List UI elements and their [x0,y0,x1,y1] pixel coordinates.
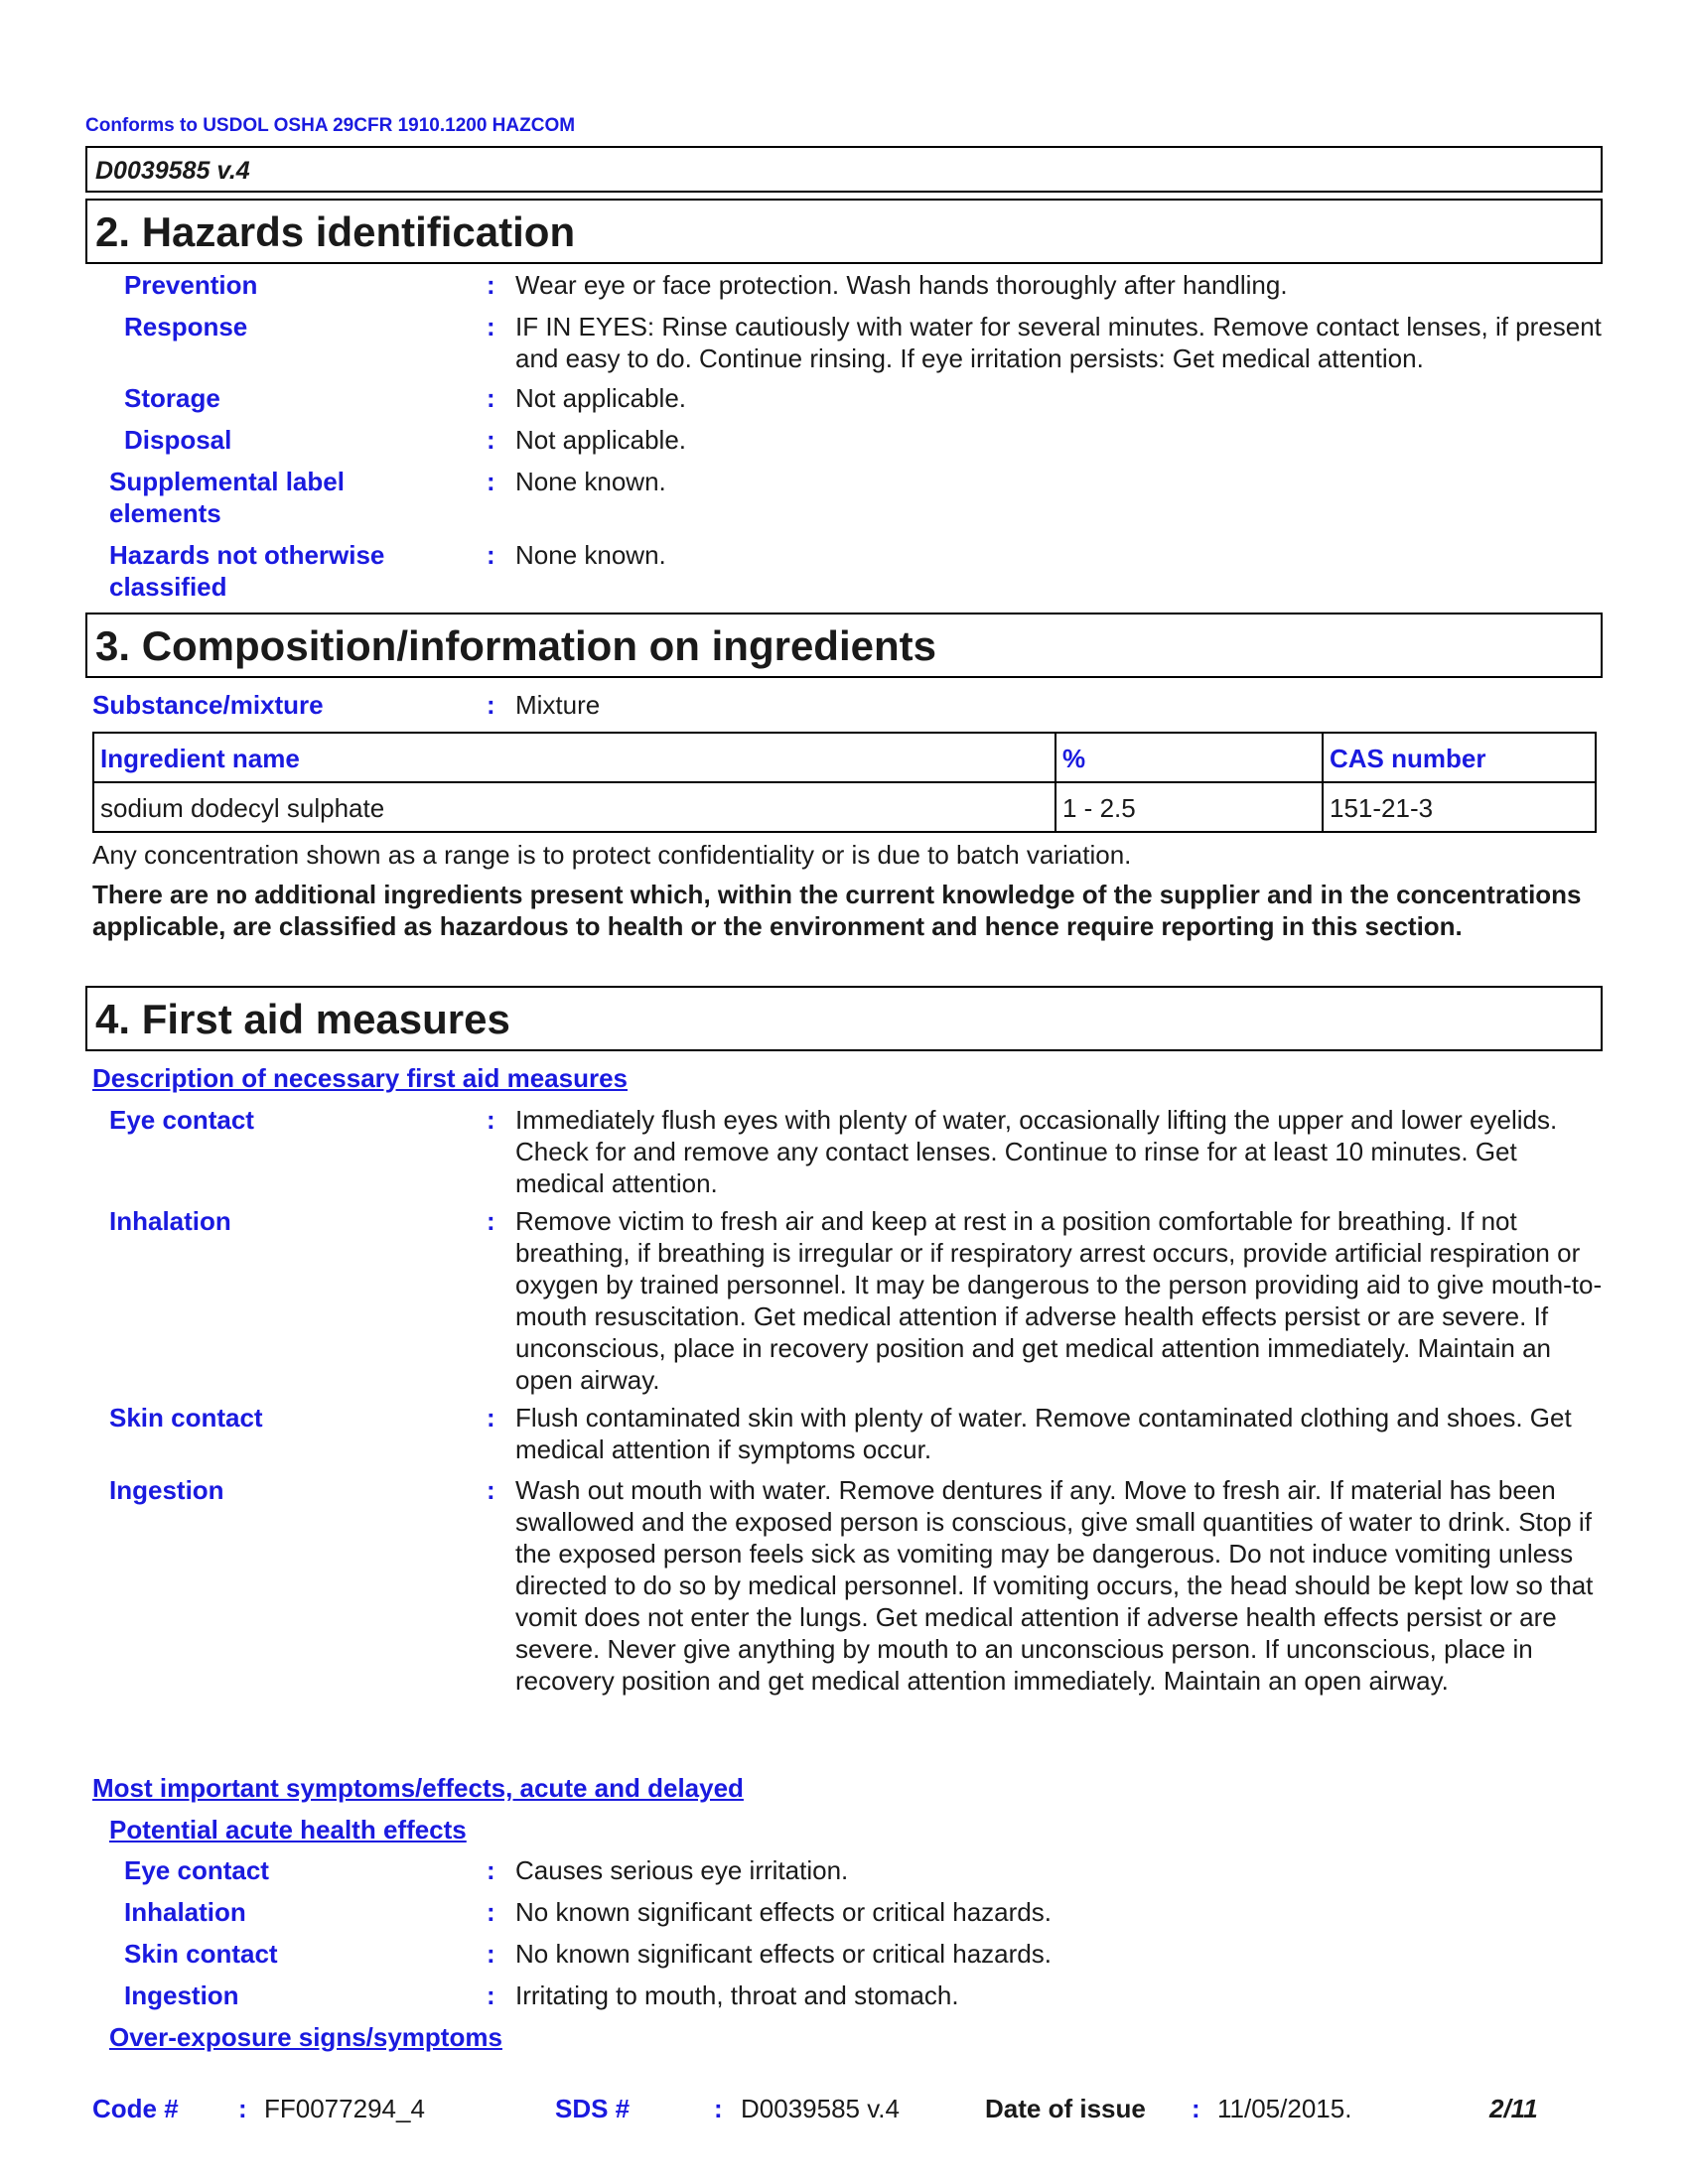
table-header-row [93,733,1596,782]
inhalation-value: Remove victim to fresh air and keep at rest in a position comfortable for breathing. If not breathing, if breathing is irregular or if respiratory arrest occurs, provide artificial respiration or oxygen by trained personnel. It may be dangerous to the person providing aid to give mouth-to-mouth resuscitation. Get medical attention if adverse health effects persist or are severe. If unconscious, place in recovery position and get medical attention immediately. Maintain an open airway. [515,1206,1603,1395]
acute-inhalation-value: No known significant effects or critical hazards. [515,1897,1052,1927]
response-value: IF IN EYES: Rinse cautiously with water for several minutes. Remove contact lenses, if present and easy to do. Continue rinsing. If eye irritation persists: Get medical attention. [515,312,1602,373]
footer-code-label: Code # [92,2094,179,2123]
table-row [93,782,1596,832]
section-2-title: 2. Hazards identification [95,208,576,255]
document-id-box [85,146,1603,193]
storage-label: Storage [124,383,220,413]
colon: : [487,1855,495,1885]
col-percent: % [1055,733,1323,782]
prevention-label: Prevention [124,270,258,300]
colon: : [487,690,495,720]
acute-eye-contact-value: Causes serious eye irritation. [515,1855,849,1885]
colon: : [487,1939,495,1969]
acute-ingestion-value: Irritating to mouth, throat and stomach. [515,1980,959,2010]
eye-contact-value: Immediately flush eyes with plenty of water, occasionally lifting the upper and lower eyelids. Check for and remove any contact lenses. Continue to rinse for at least 10 minutes. Get medical attention. [515,1105,1558,1198]
colon: : [487,383,495,413]
cas-number-cell: 151-21-3 [1323,782,1596,832]
col-ingredient-name: Ingredient name [93,733,1055,782]
acute-ingestion-label: Ingestion [124,1980,239,2010]
colon: : [487,270,495,300]
acute-inhalation-label: Inhalation [124,1897,246,1927]
footer-sds-value: D0039585 v.4 [741,2094,900,2123]
acute-skin-contact-value: No known significant effects or critical hazards. [515,1939,1052,1969]
symptoms-heading: Most important symptoms/effects, acute and delayed [92,1773,744,1803]
skin-contact-label: Skin contact [109,1403,263,1433]
colon: : [487,467,495,496]
colon: : [487,1980,495,2010]
supplemental-label: Supplemental label elements [109,467,345,528]
acute-eye-contact-label: Eye contact [124,1855,269,1885]
colon: : [1192,2094,1200,2123]
storage-value: Not applicable. [515,383,686,413]
first-aid-description-heading: Description of necessary first aid measures [92,1063,629,1093]
eye-contact-label: Eye contact [109,1105,254,1135]
colon: : [487,1475,495,1505]
overexposure-heading: Over-exposure signs/symptoms [109,2022,502,2052]
colon: : [487,1403,495,1433]
ingestion-label: Ingestion [109,1475,224,1505]
footer-date-label: Date of issue [985,2094,1146,2123]
section-3-title: 3. Composition/information on ingredients [95,622,936,669]
disposal-label: Disposal [124,425,232,455]
hnoc-label: Hazards not otherwise classified [109,540,385,602]
colon: : [487,312,495,341]
section-4-title: 4. First aid measures [95,996,510,1042]
substance-label: Substance/mixture [92,690,324,720]
footer-date-value: 11/05/2015. [1217,2094,1352,2123]
concentration-note: Any concentration shown as a range is to protect confidentiality or is due to batch variation. [92,840,1132,870]
colon: : [487,1105,495,1135]
colon: : [714,2094,723,2123]
disposal-value: Not applicable. [515,425,686,455]
response-label: Response [124,312,248,341]
document-id: D0039585 v.4 [95,157,250,185]
col-cas-number: CAS number [1323,733,1596,782]
inhalation-label: Inhalation [109,1206,231,1236]
skin-contact-value: Flush contaminated skin with plenty of water. Remove contaminated clothing and shoes. Get medical attention if symptoms occur. [515,1403,1572,1464]
section-2-header [85,199,1603,264]
ingredients-table [92,732,1597,833]
acute-skin-contact-label: Skin contact [124,1939,278,1969]
footer-code-value: FF0077294_4 [264,2094,425,2123]
footer-sds-label: SDS # [555,2094,631,2123]
acute-effects-heading: Potential acute health effects [109,1815,467,1844]
colon: : [487,1206,495,1236]
colon: : [487,540,495,570]
colon: : [487,425,495,455]
colon: : [487,1897,495,1927]
additional-ingredients-note: There are no additional ingredients present which, within the current knowledge of the supplier and in the concentrations applicable, are classified as hazardous to health or the environment and hence require reporting in this section. [92,880,1582,941]
percent-cell: 1 - 2.5 [1055,782,1323,832]
section-3-header [85,613,1603,678]
section-4-header [85,986,1603,1051]
supplemental-value: None known. [515,467,666,496]
page-number: 2/11 [1489,2094,1538,2123]
prevention-value: Wear eye or face protection. Wash hands thoroughly after handling. [515,270,1288,300]
ingredient-name-cell: sodium dodecyl sulphate [93,782,1055,832]
colon: : [238,2094,247,2123]
conformance-statement: Conforms to USDOL OSHA 29CFR 1910.1200 HAZCOM [85,115,576,136]
hnoc-value: None known. [515,540,666,570]
substance-value: Mixture [515,690,601,720]
ingestion-value: Wash out mouth with water. Remove dentures if any. Move to fresh air. If material has been swallowed and the exposed person is conscious, give small quantities of water to drink. Stop if the exposed person feels sick as vomiting may be dangerous. Do not induce vomiting unless directed to do so by medical personnel. If vomiting occurs, the head should be kept low so that vomit does not enter the lungs. Get medical attention if adverse health effects persist or are severe. Never give anything by mouth to an unconscious person. If unconscious, place in recovery position and get medical attention immediately. Maintain an open airway. [515,1475,1594,1696]
